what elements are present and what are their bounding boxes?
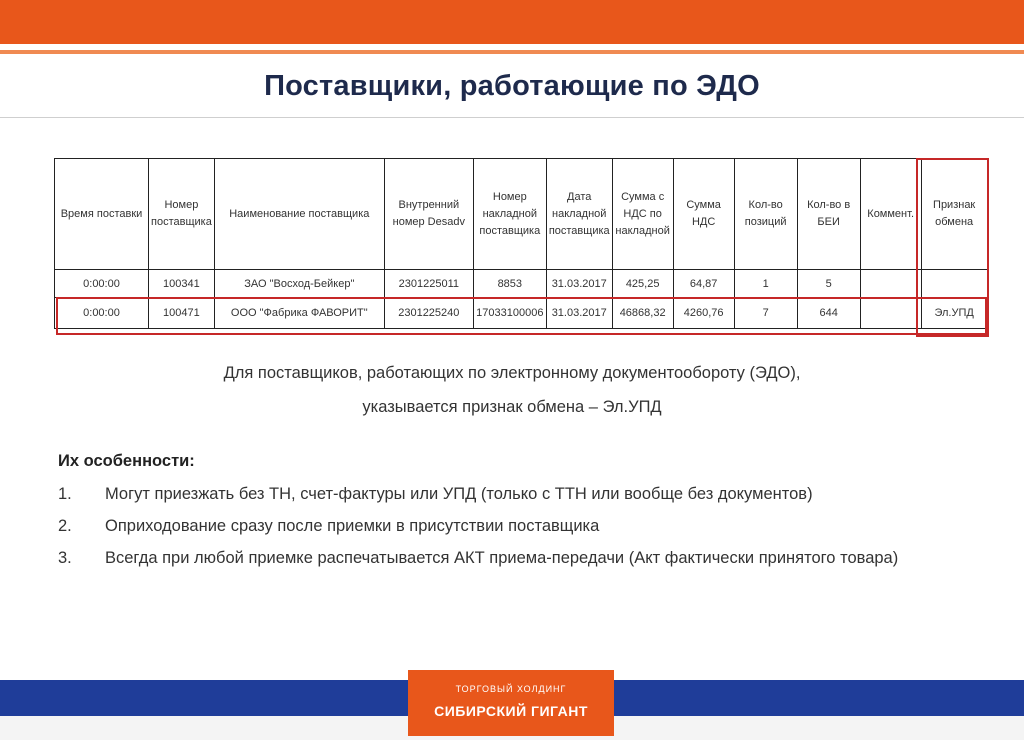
cell-positions-count: 7 [734,298,797,329]
header-bei-count: Кол-во в БЕИ [797,159,860,270]
top-accent-line [0,50,1024,54]
cell-supplier-name: ЗАО "Восход-Бейкер" [214,270,384,298]
page-title: Поставщики, работающие по ЭДО [264,70,760,102]
header-invoice-date: Дата накладной поставщика [546,159,612,270]
table-row [55,298,988,329]
cell-positions-count: 1 [734,270,797,298]
header-sum-with-vat: Сумма с НДС по накладной [612,159,673,270]
cell-delivery-time: 0:00:00 [55,298,149,329]
cell-supplier-name: ООО "Фабрика ФАВОРИТ" [214,298,384,329]
header-positions-count: Кол-во позиций [734,159,797,270]
cell-comment [860,298,921,329]
suppliers-table [54,158,988,329]
features-heading: Их особенности: [58,452,195,470]
logo-line-2: СИБИРСКИЙ ГИГАНТ [434,703,588,719]
cell-comment [860,270,921,298]
cell-invoice-date: 31.03.2017 [546,298,612,329]
cell-vat-sum: 4260,76 [673,298,734,329]
header-invoice-number: Номер накладной поставщика [473,159,546,270]
logo-line-1: ТОРГОВЫЙ ХОЛДИНГ [455,684,567,694]
suppliers-table-container [54,158,988,329]
table-row [55,270,988,298]
cell-sum-with-vat: 46868,32 [612,298,673,329]
cell-bei-count: 644 [797,298,860,329]
list-item-number: 3. [58,549,72,567]
cell-sum-with-vat: 425,25 [612,270,673,298]
header-supplier-number: Номер поставщика [149,159,215,270]
table-header-row [55,159,988,270]
cell-vat-sum: 64,87 [673,270,734,298]
list-item-text: Оприходование сразу после приемки в присутствии поставщика [105,517,600,535]
cell-delivery-time: 0:00:00 [55,270,149,298]
header-exchange-flag: Признак обмена [921,159,987,270]
list-item-number: 1. [58,485,72,503]
cell-exchange-flag: Эл.УПД [921,298,987,329]
header-delivery-time: Время поставки [55,159,149,270]
cell-desadv-number: 2301225011 [384,270,473,298]
header-comment: Коммент. [860,159,921,270]
cell-desadv-number: 2301225240 [384,298,473,329]
cell-invoice-date: 31.03.2017 [546,270,612,298]
header-vat-sum: Сумма НДС [673,159,734,270]
description-line-1: Для поставщиков, работающих по электронному документообороту (ЭДО), [223,364,801,382]
header-supplier-name: Наименование поставщика [214,159,384,270]
list-item-text: Всегда при любой приемке распечатывается АКТ приема-передачи (Акт фактически принятого товара) [105,549,899,567]
cell-invoice-number: 8853 [473,270,546,298]
cell-bei-count: 5 [797,270,860,298]
description-line-2: указывается признак обмена – Эл.УПД [362,398,662,416]
cell-exchange-flag [921,270,987,298]
title-divider [0,117,1024,118]
cell-invoice-number: 17033100006 [473,298,546,329]
cell-supplier-number: 100341 [149,270,215,298]
list-item-number: 2. [58,517,72,535]
cell-supplier-number: 100471 [149,298,215,329]
list-item-text: Могут приезжать без ТН, счет-фактуры или УПД (только с ТТН или вообще без документов) [105,485,813,503]
top-accent-bar [0,0,1024,44]
company-logo [408,670,614,736]
header-desadv-number: Внутренний номер Desadv [384,159,473,270]
